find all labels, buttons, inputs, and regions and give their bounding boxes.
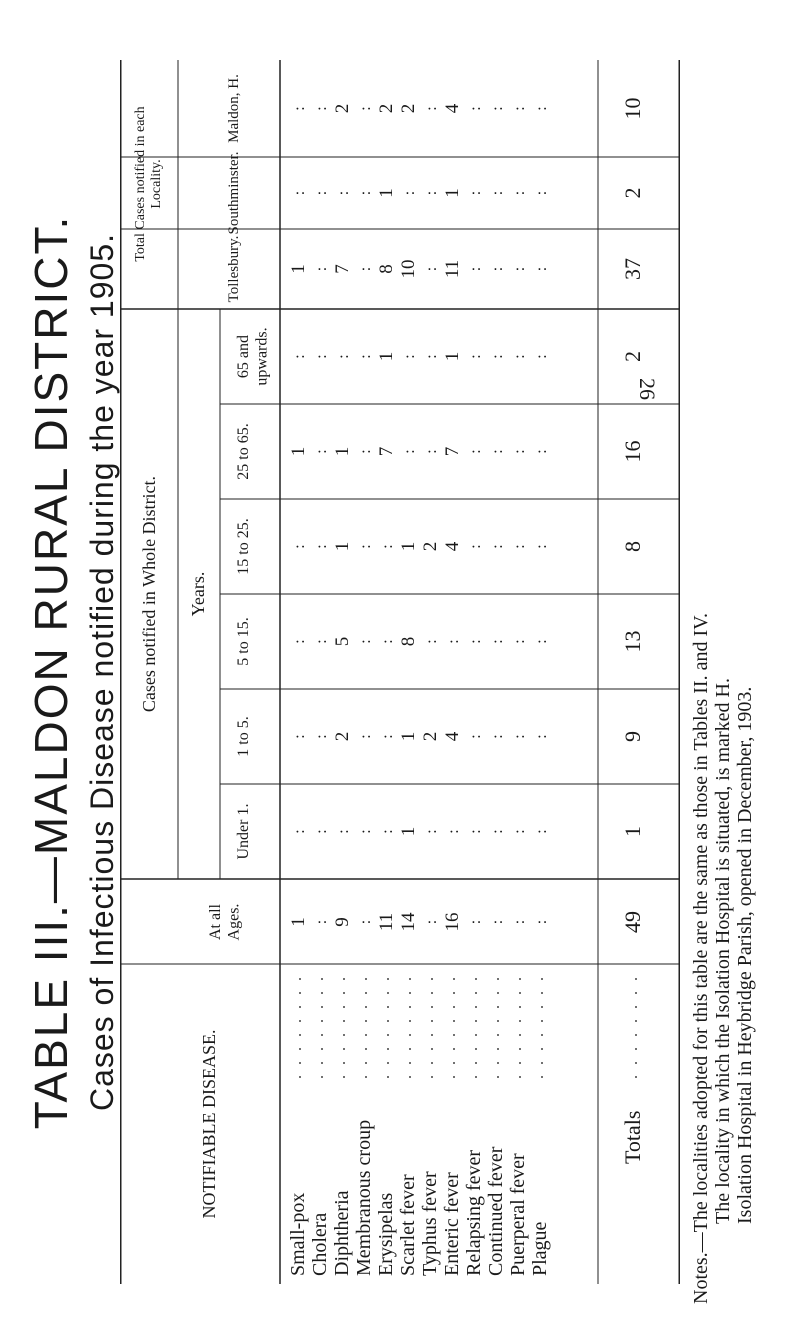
leader-dot [453, 1034, 455, 1036]
empty-cell-marker: : [533, 919, 550, 925]
leader-dot [409, 1020, 411, 1022]
at-all-ages-value: 11 [376, 912, 397, 932]
leader-dot [431, 992, 433, 994]
disease-column-header: NOTIFIABLE DISEASE. [199, 1029, 219, 1219]
empty-cell-marker: : [423, 449, 440, 454]
disease-name: Relapsing fever [463, 1149, 485, 1276]
leader-dot [453, 1020, 455, 1022]
empty-cell-marker: : [357, 734, 374, 739]
leader-dot [343, 1076, 345, 1078]
age-group-header: 25 to 65. [235, 423, 252, 480]
leader-dot [299, 992, 301, 994]
leader-dot [409, 1006, 411, 1008]
leader-dot [519, 1062, 521, 1064]
leader-dot [453, 1006, 455, 1008]
empty-cell-marker: : [401, 449, 418, 454]
leader-dot [299, 1048, 301, 1050]
empty-cell-marker: : [489, 106, 506, 111]
leader-dot [365, 1048, 367, 1050]
leader-dot [635, 1006, 637, 1008]
age-group-value: 2 [420, 541, 441, 552]
age-group-value: 4 [442, 731, 463, 742]
disease-name: Membranous croup [353, 1119, 375, 1276]
empty-cell-marker: : [423, 266, 440, 272]
note-line: Notes.—The localities adopted for this table are the same as those in Tables II. and IV. [690, 613, 712, 1304]
age-group-value: 5 [332, 636, 353, 647]
empty-cell-marker: : [489, 190, 506, 196]
empty-cell-marker: : [335, 829, 352, 834]
empty-cell-marker: : [313, 106, 330, 111]
empty-cell-marker: : [313, 829, 330, 834]
leader-dot [387, 1076, 389, 1078]
empty-cell-marker: : [489, 354, 506, 359]
age-group-value: 1 [398, 731, 419, 742]
locality-header: Southminster. [226, 151, 242, 235]
age-group-value: 7 [376, 446, 397, 457]
empty-cell-marker: : [423, 639, 440, 644]
empty-cell-marker: : [291, 106, 308, 111]
leader-dot [321, 992, 323, 994]
empty-cell-marker: : [357, 544, 374, 549]
empty-cell-marker: : [533, 354, 550, 359]
leader-dot [343, 1006, 345, 1008]
empty-cell-marker: : [423, 354, 440, 359]
empty-cell-marker: : [533, 544, 550, 549]
leader-dot [635, 1062, 637, 1064]
at-all-ages-header: At allAges. [207, 903, 243, 941]
leader-dot [409, 978, 411, 980]
age-group-header: 65 andupwards. [235, 327, 271, 386]
leader-dot [497, 1006, 499, 1008]
whole-district-header: Cases notified in Whole District. [139, 475, 159, 713]
empty-cell-marker: : [467, 354, 484, 359]
age-group-header: 15 to 25. [235, 518, 252, 575]
empty-cell-marker: : [423, 190, 440, 196]
empty-cell-marker: : [489, 449, 506, 454]
leader-dot [321, 978, 323, 980]
leader-dot [497, 1048, 499, 1050]
empty-cell-marker: : [291, 639, 308, 644]
leader-dot [475, 1020, 477, 1022]
age-group-value: 7 [442, 446, 463, 457]
leader-dot [453, 1076, 455, 1078]
leader-dot [541, 1034, 543, 1036]
empty-cell-marker: : [511, 354, 528, 359]
notes [690, 24, 756, 1304]
empty-cell-marker: : [511, 734, 528, 739]
locality-total-value: 2 [376, 103, 397, 114]
age-group-value: 8 [398, 636, 419, 647]
leader-dot [431, 1076, 433, 1078]
leader-dot [365, 1076, 367, 1078]
leader-dot [365, 992, 367, 994]
leader-dot [387, 992, 389, 994]
leader-dot [541, 1076, 543, 1078]
leader-dot [299, 1062, 301, 1064]
leader-dot [343, 1020, 345, 1022]
totals-label: Totals [620, 1110, 645, 1164]
locality-total-value: 1 [288, 264, 309, 274]
totals-age-group-value: 2 [620, 351, 645, 362]
leader-dot [321, 1034, 323, 1036]
leader-dot [343, 1034, 345, 1036]
leader-dot [321, 1048, 323, 1050]
age-group-header: 1 to 5. [235, 716, 252, 757]
leader-dot [497, 1034, 499, 1036]
leader-dot [497, 978, 499, 980]
leader-dot [343, 1062, 345, 1064]
disease-table [120, 60, 680, 1284]
empty-cell-marker: : [511, 190, 528, 196]
empty-cell-marker: : [357, 266, 374, 272]
leader-dot [431, 1020, 433, 1022]
age-group-header: 5 to 15. [235, 617, 252, 666]
leader-dot [453, 1062, 455, 1064]
leader-dot [299, 1006, 301, 1008]
empty-cell-marker: : [401, 190, 418, 196]
at-all-ages-value: 9 [332, 917, 353, 927]
empty-cell-marker: : [511, 639, 528, 644]
locality-total-value: 2 [332, 103, 353, 114]
leader-dot [299, 1034, 301, 1036]
disease-name: Enteric fever [441, 1172, 463, 1276]
age-group-value: 1 [398, 826, 419, 837]
empty-cell-marker: : [335, 354, 352, 359]
totals-locality-value: 10 [620, 97, 645, 120]
leader-dot [635, 1048, 637, 1050]
leader-dot [431, 1062, 433, 1064]
age-group-value: 1 [288, 446, 309, 457]
page-number: 26 [635, 378, 660, 400]
leader-dot [431, 1034, 433, 1036]
leader-dot [519, 1006, 521, 1008]
empty-cell-marker: : [511, 266, 528, 272]
age-group-value: 1 [398, 541, 419, 552]
locality-header: Maldon, H. [226, 74, 242, 143]
disease-name: Plague [529, 1221, 551, 1276]
leader-dot [365, 1020, 367, 1022]
leader-dot [321, 1006, 323, 1008]
empty-cell-marker: : [379, 639, 396, 644]
empty-cell-marker: : [533, 734, 550, 739]
age-group-value: 1 [442, 351, 463, 362]
years-header: Years. [188, 571, 208, 617]
empty-cell-marker: : [357, 449, 374, 454]
locality-total-value: 4 [442, 103, 463, 114]
leader-dot [409, 1034, 411, 1036]
empty-cell-marker: : [445, 829, 462, 834]
locality-total-value: 1 [442, 188, 463, 198]
empty-cell-marker: : [489, 266, 506, 272]
empty-cell-marker: : [357, 919, 374, 925]
at-all-ages-value: 16 [442, 912, 463, 932]
empty-cell-marker: : [489, 734, 506, 739]
age-group-value: 1 [332, 541, 353, 552]
leader-dot [321, 1062, 323, 1064]
totals-locality-value: 2 [620, 187, 645, 199]
disease-name: Typhus fever [419, 1171, 441, 1276]
locality-total-value: 11 [442, 259, 463, 279]
empty-cell-marker: : [533, 639, 550, 644]
leader-dot [365, 1006, 367, 1008]
leader-dot [475, 1062, 477, 1064]
empty-cell-marker: : [313, 639, 330, 644]
total-cases-header: Total Cases notified in eachLocality. [133, 106, 165, 262]
locality-total-value: 1 [376, 188, 397, 198]
leader-dot [409, 1062, 411, 1064]
leader-dot [409, 1048, 411, 1050]
empty-cell-marker: : [533, 266, 550, 272]
empty-cell-marker: : [467, 639, 484, 644]
empty-cell-marker: : [467, 919, 484, 925]
empty-cell-marker: : [445, 639, 462, 644]
leader-dot [453, 1048, 455, 1050]
empty-cell-marker: : [533, 449, 550, 454]
locality-header: Tollesbury. [226, 235, 242, 303]
empty-cell-marker: : [467, 266, 484, 272]
totals-age-group-value: 1 [620, 826, 645, 837]
empty-cell-marker: : [357, 106, 374, 111]
age-group-value: 2 [420, 731, 441, 742]
locality-total-value: 8 [376, 264, 397, 274]
disease-name: Scarlet fever [397, 1174, 419, 1276]
locality-total-value: 7 [332, 264, 353, 274]
leader-dot [541, 992, 543, 994]
empty-cell-marker: : [489, 639, 506, 644]
leader-dot [475, 1006, 477, 1008]
disease-name: Small-pox [287, 1192, 309, 1276]
leader-dot [431, 1048, 433, 1050]
leader-dot [635, 992, 637, 994]
leader-dot [519, 1034, 521, 1036]
leader-dot [635, 978, 637, 980]
empty-cell-marker: : [291, 734, 308, 739]
disease-name: Continued fever [485, 1146, 507, 1276]
leader-dot [453, 992, 455, 994]
leader-dot [387, 978, 389, 980]
empty-cell-marker: : [291, 190, 308, 196]
leader-dot [635, 1034, 637, 1036]
page-title: TABLE III.—MALDON RURAL DISTRICT. [25, 214, 77, 1130]
leader-dot [387, 1048, 389, 1050]
leader-dot [365, 1034, 367, 1036]
age-group-value: 2 [332, 731, 353, 742]
empty-cell-marker: : [467, 829, 484, 834]
leader-dot [387, 1006, 389, 1008]
empty-cell-marker: : [467, 734, 484, 739]
leader-dot [497, 1020, 499, 1022]
leader-dot [635, 1076, 637, 1078]
leader-dot [541, 1006, 543, 1008]
empty-cell-marker: : [533, 190, 550, 196]
empty-cell-marker: : [379, 829, 396, 834]
empty-cell-marker: : [489, 544, 506, 549]
leader-dot [519, 1076, 521, 1078]
leader-dot [453, 978, 455, 980]
empty-cell-marker: : [511, 829, 528, 834]
disease-name: Cholera [309, 1212, 331, 1276]
leader-dot [343, 978, 345, 980]
empty-cell-marker: : [511, 449, 528, 454]
empty-cell-marker: : [335, 190, 352, 196]
totals-age-group-value: 9 [620, 731, 645, 742]
totals-age-group-value: 8 [620, 541, 645, 552]
leader-dot [519, 1020, 521, 1022]
leader-dot [431, 1006, 433, 1008]
empty-cell-marker: : [423, 919, 440, 925]
leader-dot [541, 1048, 543, 1050]
leader-dot [387, 1020, 389, 1022]
empty-cell-marker: : [511, 106, 528, 111]
age-group-value: 4 [442, 541, 463, 552]
empty-cell-marker: : [533, 829, 550, 834]
empty-cell-marker: : [467, 544, 484, 549]
note-line: The locality in which the Isolation Hospital is situated, is marked H. [712, 677, 734, 1224]
empty-cell-marker: : [401, 354, 418, 359]
leader-dot [519, 992, 521, 994]
leader-dot [475, 1048, 477, 1050]
leader-dot [321, 1020, 323, 1022]
empty-cell-marker: : [379, 734, 396, 739]
age-group-value: 1 [376, 351, 397, 362]
disease-name: Diphtheria [331, 1190, 353, 1276]
leader-dot [475, 1076, 477, 1078]
disease-name: Puerperal fever [507, 1153, 529, 1276]
totals-at-all-ages: 49 [620, 911, 645, 933]
locality-total-value: 2 [398, 103, 419, 114]
leader-dot [519, 1048, 521, 1050]
leader-dot [541, 1020, 543, 1022]
leader-dot [387, 1034, 389, 1036]
totals-age-group-value: 16 [620, 440, 645, 463]
empty-cell-marker: : [379, 544, 396, 549]
empty-cell-marker: : [291, 829, 308, 834]
empty-cell-marker: : [291, 354, 308, 359]
leader-dot [635, 1020, 637, 1022]
empty-cell-marker: : [467, 106, 484, 111]
leader-dot [343, 992, 345, 994]
empty-cell-marker: : [313, 354, 330, 359]
leader-dot [365, 978, 367, 980]
empty-cell-marker: : [511, 544, 528, 549]
age-group-header: Under 1. [235, 803, 252, 860]
empty-cell-marker: : [489, 829, 506, 834]
leader-dot [519, 978, 521, 980]
at-all-ages-value: 14 [398, 912, 419, 932]
empty-cell-marker: : [357, 639, 374, 644]
empty-cell-marker: : [357, 354, 374, 359]
empty-cell-marker: : [313, 190, 330, 196]
leader-dot [299, 978, 301, 980]
leader-dot [475, 1034, 477, 1036]
at-all-ages-value: 1 [288, 917, 309, 927]
page-subtitle: Cases of Infectious Disease notified during the year 1905. [84, 232, 120, 1112]
empty-cell-marker: : [533, 106, 550, 111]
empty-cell-marker: : [313, 734, 330, 739]
totals-locality-value: 37 [620, 258, 645, 280]
leader-dot [475, 978, 477, 980]
leader-dot [409, 992, 411, 994]
age-group-value: 1 [332, 446, 353, 457]
leader-dot [475, 992, 477, 994]
empty-cell-marker: : [423, 829, 440, 834]
empty-cell-marker: : [313, 266, 330, 272]
empty-cell-marker: : [467, 190, 484, 196]
empty-cell-marker: : [313, 544, 330, 549]
totals-age-group-value: 13 [620, 630, 645, 653]
empty-cell-marker: : [313, 919, 330, 925]
note-line: Isolation Hospital in Heybridge Parish, opened in December, 1903. [734, 686, 756, 1224]
leader-dot [541, 1062, 543, 1064]
leader-dot [387, 1062, 389, 1064]
leader-dot [409, 1076, 411, 1078]
leader-dot [365, 1062, 367, 1064]
leader-dot [431, 978, 433, 980]
disease-name: Erysipelas [375, 1192, 397, 1276]
empty-cell-marker: : [291, 544, 308, 549]
leader-dot [497, 992, 499, 994]
leader-dot [497, 1062, 499, 1064]
leader-dot [321, 1076, 323, 1078]
leader-dot [541, 978, 543, 980]
empty-cell-marker: : [357, 829, 374, 834]
empty-cell-marker: : [423, 106, 440, 111]
leader-dot [299, 1020, 301, 1022]
empty-cell-marker: : [489, 919, 506, 925]
empty-cell-marker: : [313, 449, 330, 454]
empty-cell-marker: : [357, 190, 374, 196]
leader-dot [299, 1076, 301, 1078]
empty-cell-marker: : [511, 919, 528, 925]
empty-cell-marker: : [467, 449, 484, 454]
leader-dot [497, 1076, 499, 1078]
leader-dot [343, 1048, 345, 1050]
locality-total-value: 10 [398, 259, 419, 279]
